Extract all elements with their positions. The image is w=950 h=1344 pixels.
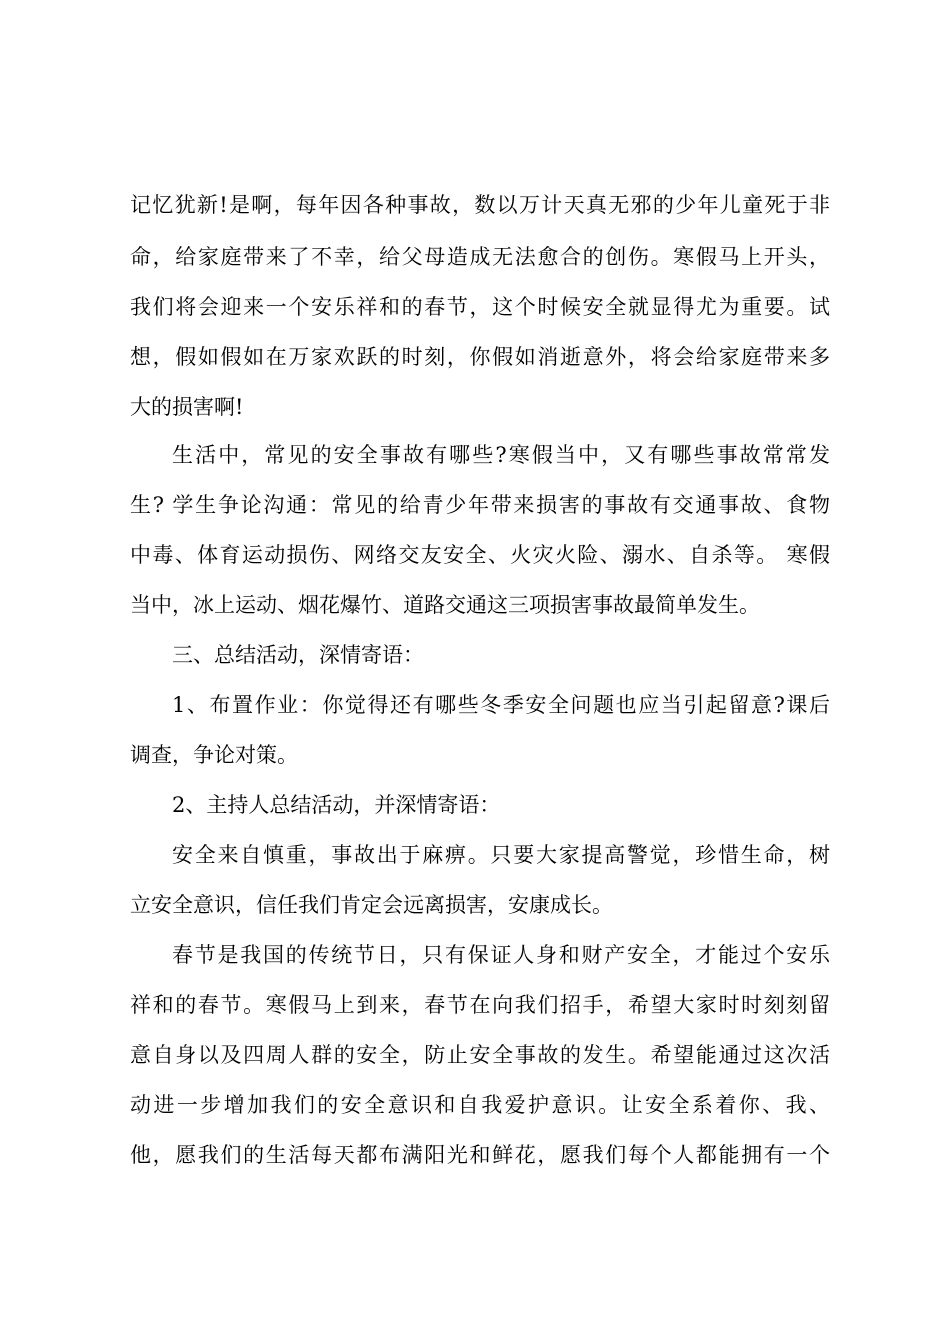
text-line: 中毒、体育运动损伤、网络交友安全、火灾火险、溺水、自杀等。 寒假 — [130, 543, 830, 567]
text-line: 1、布置作业：你觉得还有哪些冬季安全问题也应当引起留意?课后 — [172, 693, 830, 717]
text-line: 2、主持人总结活动，并深情寄语： — [172, 793, 501, 817]
text-line: 命，给家庭带来了不幸，给父母造成无法愈合的创伤。寒假马上开头， — [130, 245, 830, 269]
section-heading: 三、总结活动，深情寄语： — [172, 643, 424, 667]
text-line: 生? 学生争论沟通：常见的给青少年带来损害的事故有交通事故、食物 — [130, 493, 830, 517]
text-line: 当中，冰上运动、烟花爆竹、道路交通这三项损害事故最简单发生。 — [130, 593, 760, 617]
text-line: 祥和的春节。寒假马上到来，春节在向我们招手，希望大家时时刻刻留 — [130, 993, 830, 1017]
text-line: 动进一步增加我们的安全意识和自我爱护意识。让安全系着你、我、 — [130, 1093, 830, 1117]
text-line: 调查，争论对策。 — [130, 743, 298, 767]
text-line: 生活中，常见的安全事故有哪些?寒假当中，又有哪些事故常常发 — [172, 443, 830, 467]
text-line: 想，假如假如在万家欢跃的时刻，你假如消逝意外，将会给家庭带来多 — [130, 345, 830, 369]
text-line: 安全来自慎重，事故出于麻痹。只要大家提高警觉，珍惜生命，树 — [172, 843, 830, 867]
text-line: 春节是我国的传统节日，只有保证人身和财产安全，才能过个安乐 — [172, 943, 830, 967]
text-line: 他，愿我们的生活每天都布满阳光和鲜花，愿我们每个人都能拥有一个 — [130, 1143, 830, 1167]
text-line: 立安全意识，信任我们肯定会远离损害，安康成长。 — [130, 893, 613, 917]
text-line: 我们将会迎来一个安乐祥和的春节，这个时候安全就显得尤为重要。试 — [130, 295, 830, 319]
text-line: 意自身以及四周人群的安全，防止安全事故的发生。希望能通过这次活 — [130, 1043, 830, 1067]
text-line: 记忆犹新!是啊，每年因各种事故，数以万计天真无邪的少年儿童死于非 — [130, 193, 830, 217]
text-line: 大的损害啊! — [130, 395, 244, 419]
